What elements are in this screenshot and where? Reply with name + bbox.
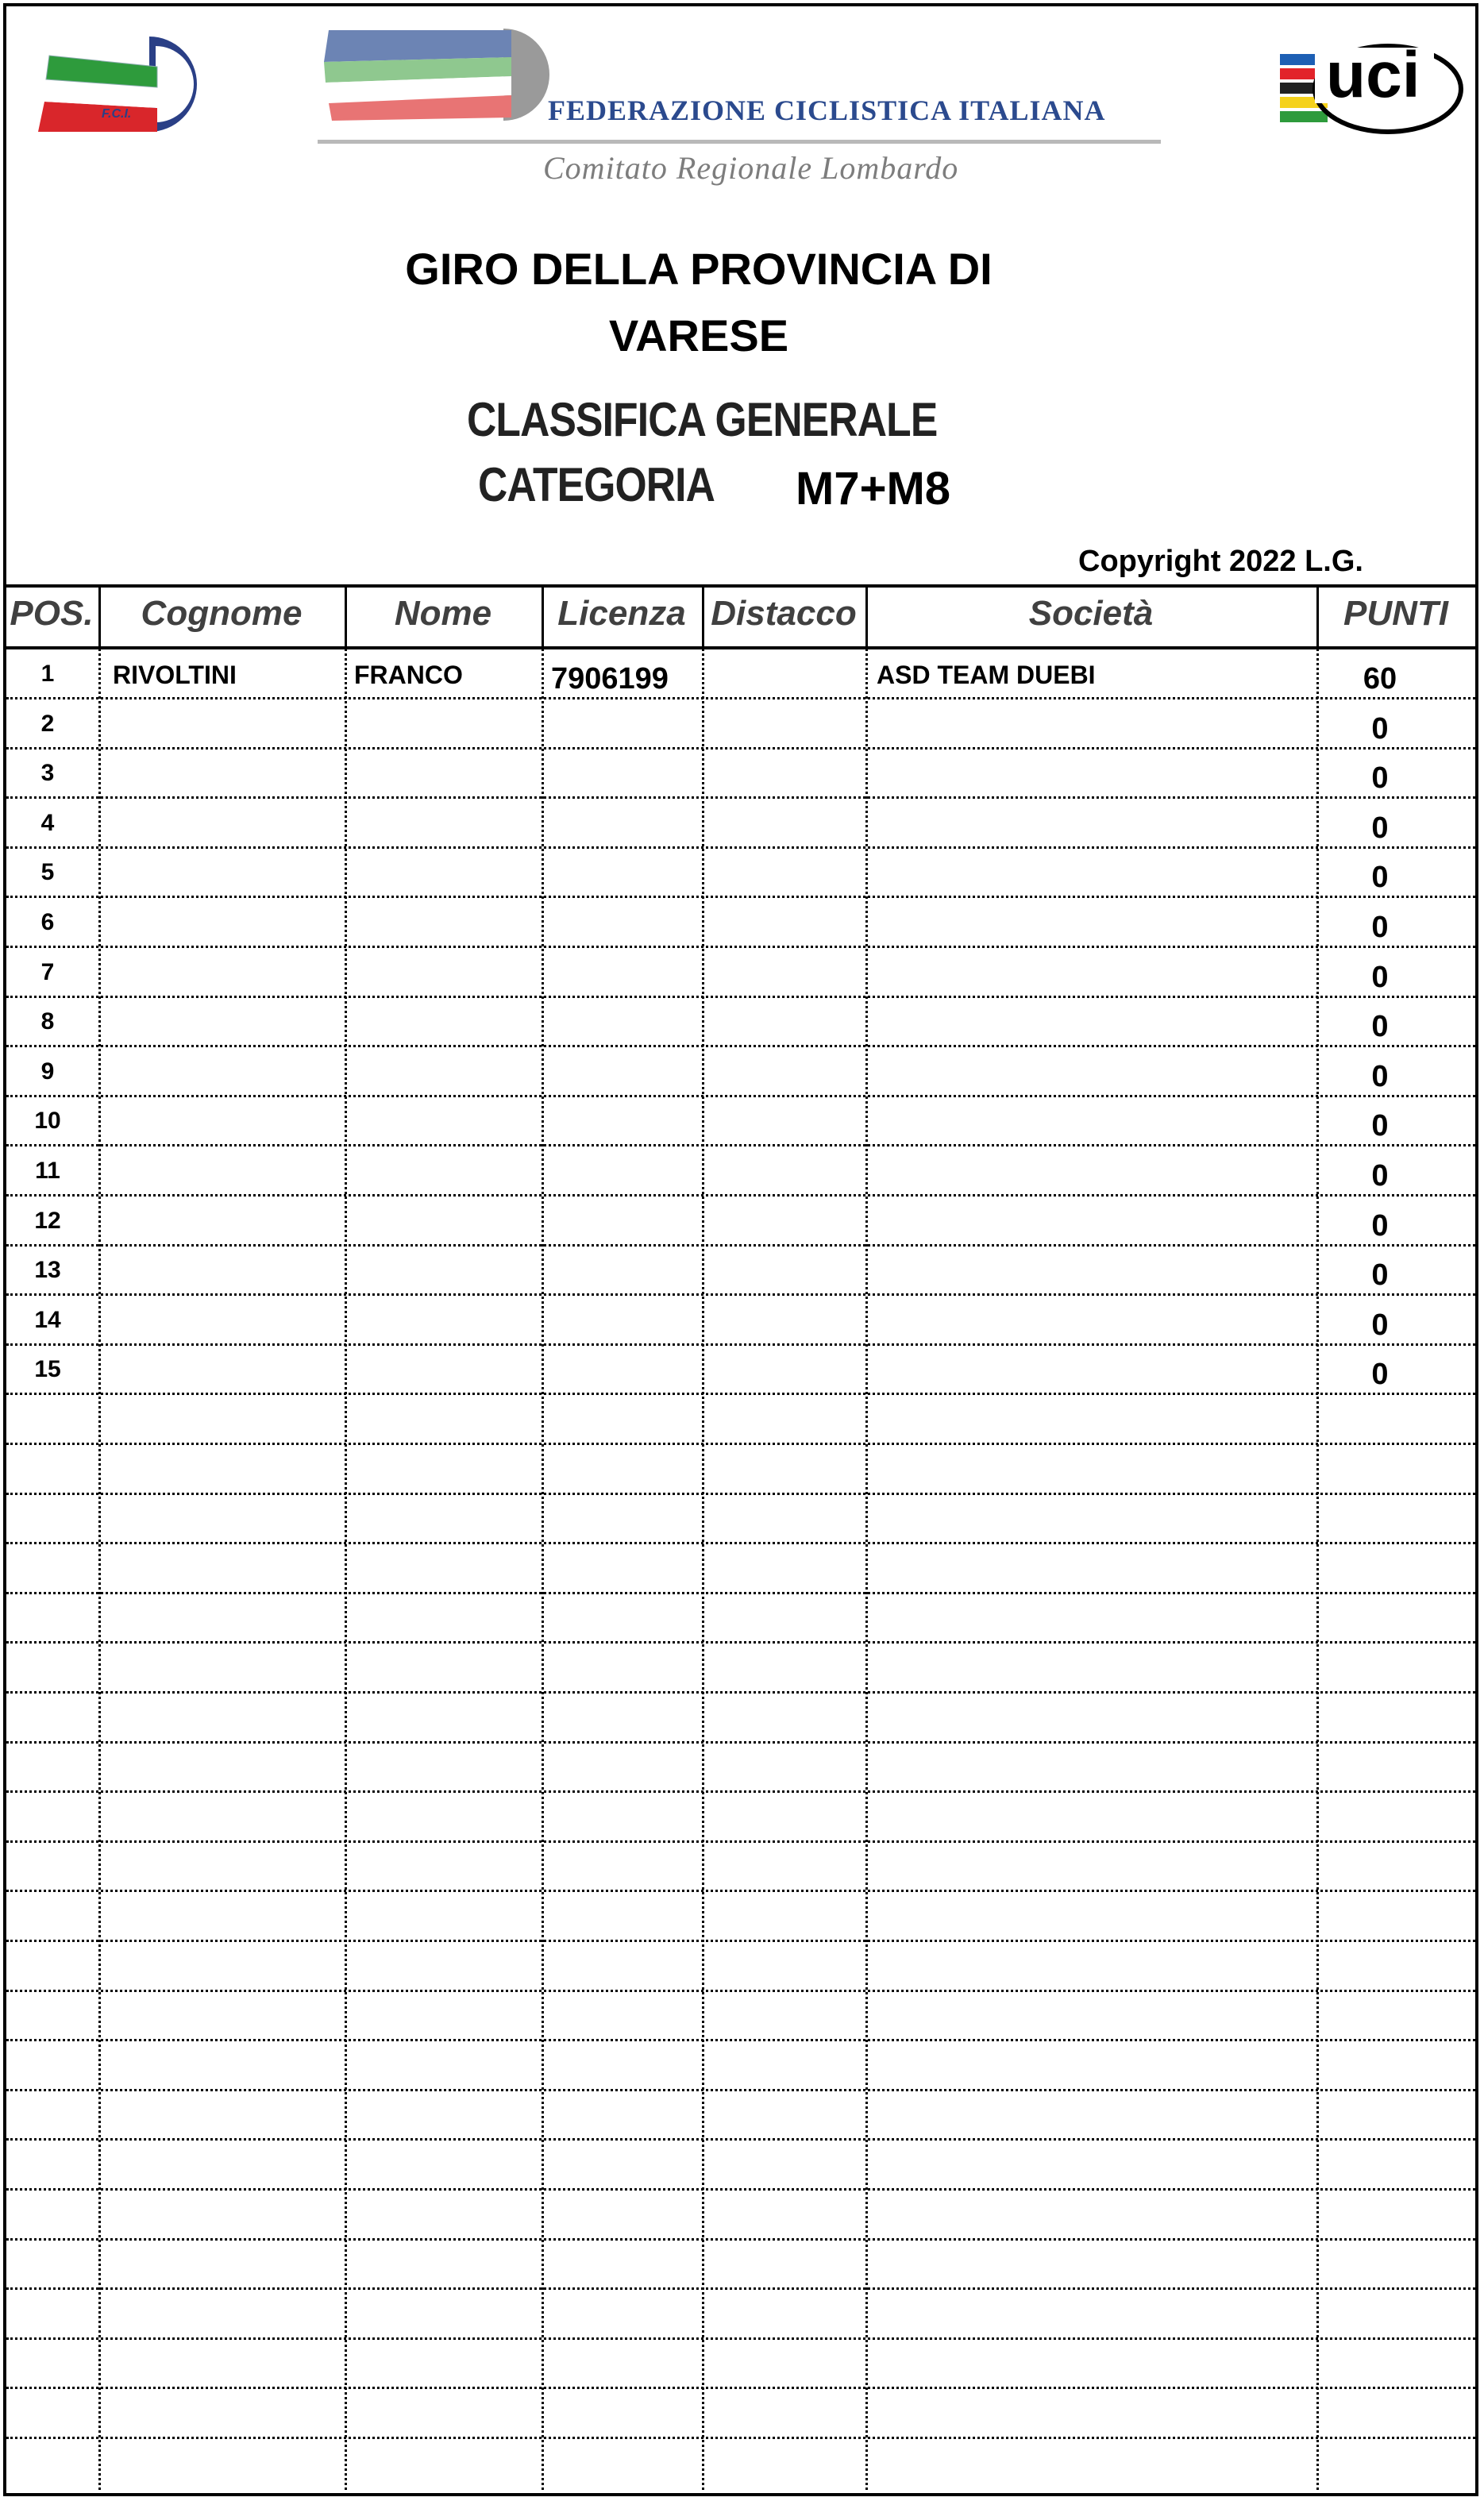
cell-pos: 9 <box>40 1058 55 1085</box>
cell-punti: 0 <box>1371 1060 1389 1093</box>
row-divider <box>6 2387 1475 2389</box>
column-divider <box>542 648 544 2496</box>
cell-pos: 6 <box>40 909 55 935</box>
row-divider <box>6 1443 1475 1445</box>
cell-punti: 0 <box>1371 1209 1389 1243</box>
table-header-border <box>3 646 1478 649</box>
row-divider <box>6 796 1475 799</box>
federation-name: FEDERAZIONE CICLISTICA ITALIANA <box>548 94 1106 126</box>
standings-title: CLASSIFICA GENERALE <box>467 393 938 446</box>
row-divider <box>6 747 1475 750</box>
cell-punti: 0 <box>1371 861 1389 894</box>
column-divider <box>702 648 704 2496</box>
row-divider <box>6 2089 1475 2091</box>
cell-pos: 8 <box>40 1008 55 1035</box>
column-header-pos: POS. <box>10 594 94 633</box>
row-divider <box>6 946 1475 948</box>
column-header-punti: PUNTI <box>1343 594 1448 633</box>
cell-punti: 0 <box>1371 911 1389 944</box>
row-divider <box>6 2337 1475 2340</box>
column-header-distacco: Distacco <box>711 594 857 633</box>
column-header-societa: Società <box>1028 594 1154 633</box>
row-divider <box>6 996 1475 998</box>
cell-licenza: 7906199 <box>551 662 669 696</box>
cell-punti: 0 <box>1371 761 1389 795</box>
row-divider <box>6 1592 1475 1594</box>
cell-pos: 11 <box>35 1158 60 1184</box>
race-title-line1: GIRO DELLA PROVINCIA DI <box>405 244 993 294</box>
cell-societa: ASD TEAM DUEBI <box>877 661 1096 689</box>
cell-pos: 5 <box>40 859 55 885</box>
table-top-border <box>3 584 1478 588</box>
committee-name: Comitato Regionale Lombardo <box>543 150 959 186</box>
row-divider <box>6 1940 1475 1942</box>
race-title-line2: VARESE <box>608 310 789 360</box>
fci-logo-text: F.C.I. <box>102 107 132 121</box>
federation-flag-graphic <box>321 27 551 122</box>
row-divider <box>6 846 1475 849</box>
cell-punti: 0 <box>1371 961 1389 994</box>
row-divider <box>6 1194 1475 1197</box>
cell-pos: 15 <box>34 1356 61 1382</box>
federation-banner-line <box>318 140 1161 144</box>
row-divider <box>6 1890 1475 1892</box>
cell-pos: 3 <box>40 760 55 786</box>
column-divider <box>98 648 101 2496</box>
column-header-licenza: Licenza <box>557 594 686 633</box>
copyright-notice: Copyright 2022 L.G. <box>1078 545 1363 578</box>
cell-punti: 60 <box>1363 662 1397 696</box>
fci-logo <box>30 32 208 137</box>
cell-punti: 0 <box>1371 1308 1389 1342</box>
column-divider <box>1316 648 1319 2496</box>
row-divider <box>6 1990 1475 1992</box>
cell-pos: 4 <box>40 810 55 836</box>
cell-punti: 0 <box>1371 1159 1389 1193</box>
row-divider <box>6 1493 1475 1495</box>
row-divider <box>6 1095 1475 1097</box>
row-divider <box>6 2238 1475 2241</box>
row-divider <box>6 1641 1475 1644</box>
row-divider <box>6 1393 1475 1395</box>
row-divider <box>6 2138 1475 2141</box>
cell-pos: 14 <box>34 1307 61 1333</box>
uci-logo <box>1277 32 1467 135</box>
cell-punti: 0 <box>1371 1358 1389 1391</box>
row-divider <box>6 1790 1475 1793</box>
row-divider <box>6 1542 1475 1544</box>
column-header-nome: Nome <box>394 594 492 633</box>
table-bottom-border <box>3 2493 1478 2496</box>
cell-pos: 7 <box>40 959 55 985</box>
cell-nome: FRANCO <box>354 661 463 689</box>
cell-pos: 12 <box>34 1208 61 1234</box>
cell-pos: 10 <box>34 1108 61 1134</box>
row-divider <box>6 2188 1475 2191</box>
row-divider <box>6 1244 1475 1247</box>
column-divider <box>345 648 347 2496</box>
row-divider <box>6 2039 1475 2041</box>
row-divider <box>6 896 1475 898</box>
row-divider <box>6 1691 1475 1694</box>
cell-punti: 0 <box>1371 712 1389 746</box>
category-label: CATEGORIA <box>478 458 715 511</box>
cell-punti: 0 <box>1371 1109 1389 1143</box>
row-divider <box>6 2287 1475 2290</box>
cell-punti: 0 <box>1371 1258 1389 1292</box>
row-divider <box>6 1144 1475 1146</box>
cell-pos: 1 <box>40 661 55 687</box>
row-divider <box>6 697 1475 699</box>
row-divider <box>6 1045 1475 1047</box>
column-divider <box>865 648 868 2496</box>
cell-pos: 2 <box>40 711 55 737</box>
row-divider <box>6 1741 1475 1744</box>
cell-cognome: RIVOLTINI <box>113 661 237 689</box>
category-value: M7+M8 <box>796 463 951 514</box>
row-divider <box>6 1840 1475 1843</box>
cell-pos: 13 <box>34 1257 61 1283</box>
page-frame <box>3 3 1478 2496</box>
uci-logo-text: uci <box>1326 39 1420 111</box>
row-divider <box>6 1343 1475 1346</box>
cell-punti: 0 <box>1371 811 1389 845</box>
column-header-cognome: Cognome <box>141 594 303 633</box>
row-divider <box>6 1293 1475 1296</box>
row-divider <box>6 2437 1475 2439</box>
cell-punti: 0 <box>1371 1010 1389 1043</box>
